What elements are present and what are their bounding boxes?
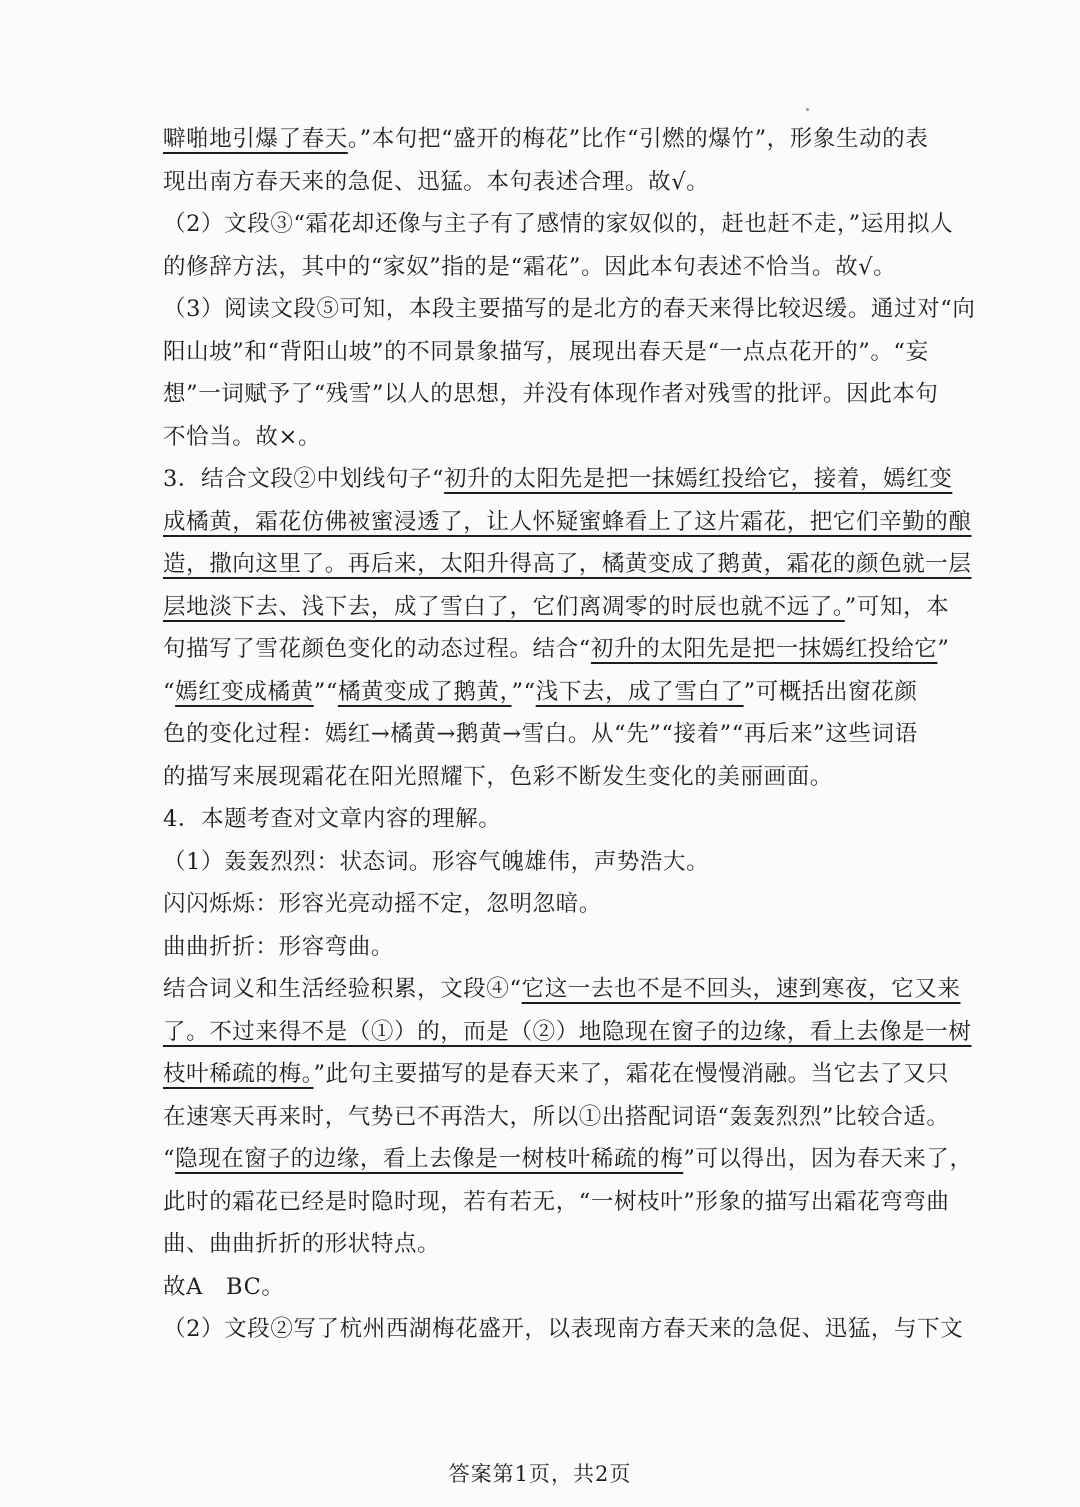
- text-segment: 现出南方春天来的急促、迅猛。本句表述合理。故√。: [163, 168, 710, 195]
- text-line: [163, 1138, 973, 1181]
- text-segment: ”“: [511, 678, 536, 705]
- text-line: [163, 1223, 933, 1266]
- scan-speck: [806, 108, 809, 111]
- text-segment: 曲曲折折：形容弯曲。: [163, 933, 395, 960]
- underlined-text: 初升的太阳先是把一抹嫣红投给它: [590, 636, 938, 662]
- text-line: [163, 1011, 972, 1054]
- underlined-text: 它这一去也不是不回头，速到寒夜，它又来: [521, 976, 961, 1002]
- text-segment: ”可以得出，因为春天来了，: [683, 1146, 973, 1172]
- text-line: [163, 586, 950, 629]
- text-line: [163, 968, 961, 1011]
- text-line: [163, 501, 972, 544]
- text-segment: ”: [937, 636, 950, 662]
- page-footer: 答案第1页，共2页: [448, 1462, 632, 1486]
- underlined-text: 隐现在窗子的边缘，看上去像是一树枝叶稀疏的梅: [175, 1146, 684, 1172]
- underlined-text: 造，撒向这里了。再后来，太阳升得高了，橘黄变成了鹅黄，霜花的颜色就一层: [163, 551, 972, 577]
- text-line: [163, 1181, 950, 1224]
- underlined-text: 初升的太阳先是把一抹嫣红投给它，接着，嫣红变: [444, 466, 953, 492]
- text-line: [163, 671, 933, 714]
- text-line: [163, 1096, 950, 1139]
- text-segment: “: [163, 1146, 176, 1172]
- underlined-text: 层地淡下去、浅下去，成了雪白了，它们离凋零的时辰也就不远了。: [163, 593, 845, 620]
- text-line: [163, 1308, 964, 1351]
- text-line: [163, 416, 933, 459]
- text-segment: 色的变化过程：嫣红→橘黄→鹅黄→雪白。从“先”“接着”“再后来”这些词语: [163, 721, 918, 747]
- text-segment: ”此句主要描写的是春天来了，霜花在慢慢消融。当它去了又只: [313, 1061, 950, 1087]
- text-line: [163, 331, 933, 374]
- text-line: [163, 288, 976, 331]
- text-segment: 4．本题考查对文章内容的理解。: [163, 806, 502, 832]
- underlined-text: 嫣红变成橘黄: [175, 678, 314, 705]
- text-segment: 的描写来展现霜花在阳光照耀下，色彩不断发生变化的美丽画面。: [163, 763, 833, 790]
- underlined-text: 成橘黄，霜花仿佛被蜜浸透了，让人怀疑蜜蜂看上了这片霜花，把它们辛勤的酿: [163, 508, 972, 535]
- text-segment: 闪闪烁烁：形容光亮动摇不定，忽明忽暗。: [163, 891, 602, 917]
- text-segment: （2）文段②写了杭州西湖梅花盛开，以表现南方春天来的急促、迅猛，与下文: [163, 1316, 964, 1342]
- text-segment: 结合词义和生活经验积累，文段④“: [163, 976, 522, 1002]
- text-line: [163, 713, 933, 756]
- underlined-text: 橘黄变成了鹅黄，: [337, 678, 512, 705]
- text-segment: 此时的霜花已经是时隐时现，若有若无，“一树枝叶”形象的描写出霜花弯弯曲: [163, 1188, 950, 1215]
- text-line: [163, 373, 939, 416]
- text-segment: 的修辞方法，其中的“家奴”指的是“霜花”。因此本句表述不恰当。故√。: [163, 253, 897, 280]
- text-line: [163, 1266, 933, 1309]
- text-segment: （3）阅读文段⑤可知，本段主要描写的是北方的春天来得比较迟缓。通过对“向: [163, 296, 976, 322]
- text-segment: 故A BC。: [163, 1273, 285, 1300]
- text-line: [163, 246, 933, 289]
- underlined-text: 噼啪地引爆了春天: [163, 126, 348, 152]
- text-segment: 不恰当。故×。: [163, 423, 322, 450]
- text-segment: （1）轰轰烈烈：状态词。形容气魄雄伟，声势浩大。: [163, 848, 710, 875]
- text-segment: 3．结合文段②中划线句子“: [163, 466, 445, 492]
- text-line: [163, 798, 933, 841]
- underlined-text: 枝叶稀疏的梅。: [163, 1061, 314, 1087]
- text-line: [163, 543, 972, 586]
- text-segment: 在速寒天再来时，气势已不再浩大，所以①出搭配词语“轰轰烈烈”比较合适。: [163, 1103, 950, 1130]
- underlined-text: 浅下去，成了雪白了: [535, 678, 744, 705]
- document-body: [163, 118, 976, 1351]
- text-line: [163, 1053, 950, 1096]
- text-segment: 阳山坡”和“背阳山坡”的不同景象描写，展现出春天是“一点点花开的”。“妄: [163, 338, 929, 365]
- text-segment: ”“: [313, 678, 338, 705]
- text-segment: 曲、曲曲折折的形状特点。: [163, 1231, 441, 1257]
- text-line: [163, 161, 933, 204]
- text-line: [163, 628, 950, 671]
- text-segment: ”可知，本: [844, 593, 950, 620]
- text-segment: 。”本句把“盛开的梅花”比作“引燃的爆竹”，形象生动的表: [347, 126, 929, 152]
- text-segment: 句描写了雪花颜色变化的动态过程。结合“: [163, 636, 591, 662]
- text-line: [163, 458, 953, 501]
- text-line: [163, 118, 933, 161]
- text-segment: （2）文段③“霜花却还像与主子有了感情的家奴似的，赶也赶不走，”运用拟人: [163, 211, 954, 237]
- text-line: [163, 203, 954, 246]
- text-segment: 想”一词赋予了“残雪”以人的思想，并没有体现作者对残雪的批评。因此本句: [163, 381, 939, 407]
- text-line: [163, 883, 933, 926]
- underlined-text: 了。不过来得不是（①）的，而是（②）地隐现在窗子的边缘，看上去像是一树: [163, 1018, 972, 1045]
- text-segment: ”可概括出窗花颜: [743, 678, 918, 705]
- text-line: [163, 841, 933, 884]
- text-line: [163, 756, 933, 799]
- text-segment: “: [163, 678, 176, 705]
- text-line: [163, 926, 933, 969]
